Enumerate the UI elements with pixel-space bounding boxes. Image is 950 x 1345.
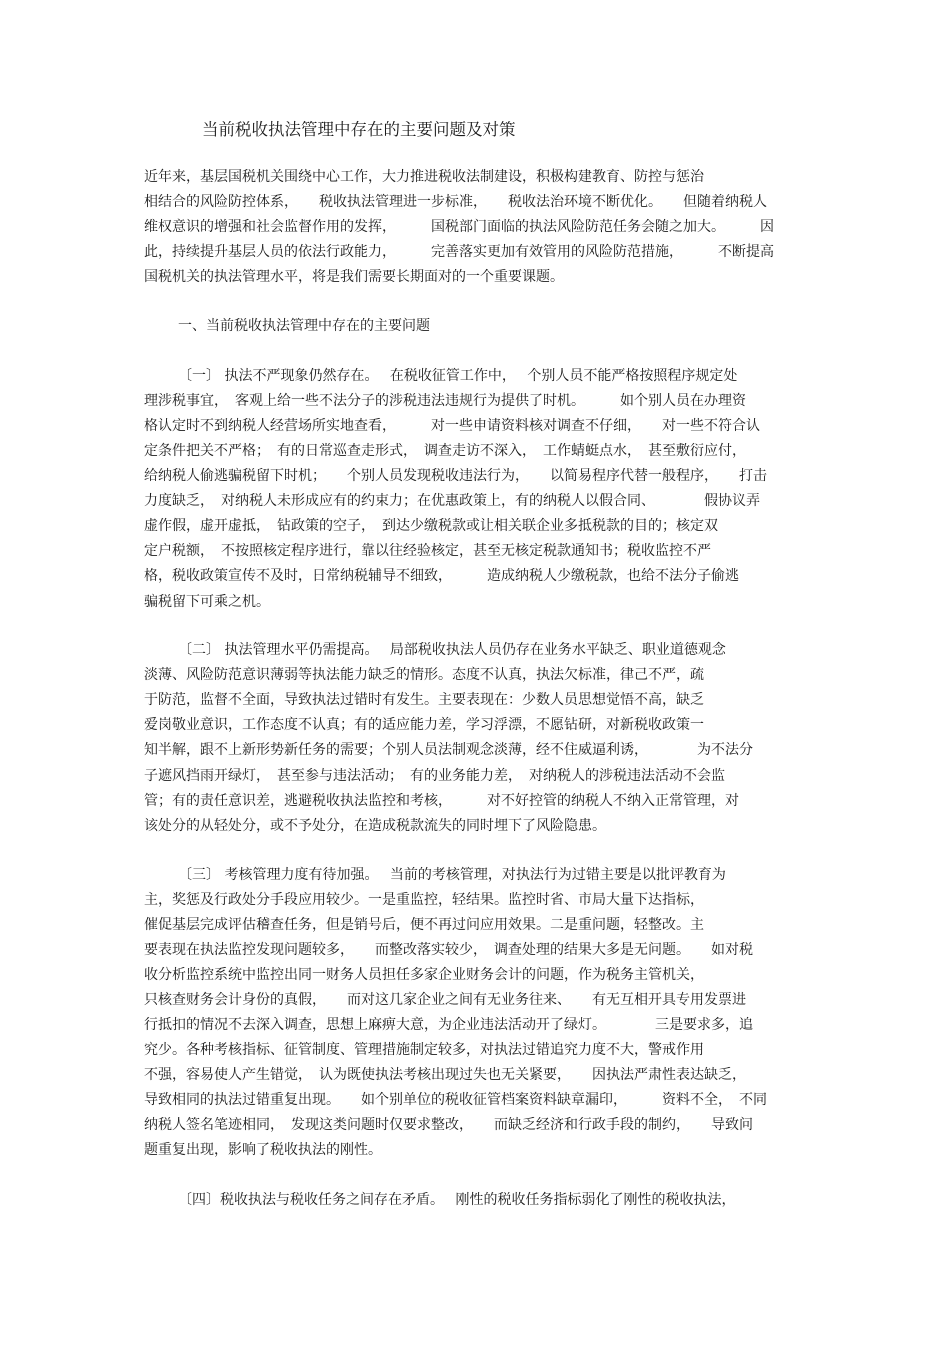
text-line: 催促基层完成评估稽查任务，但是销号后，便不再过问应用效果。二是重问题，轻整改。主: [144, 917, 704, 933]
text-line: 要表现在执法监控发现问题较多， 而整改落实较少， 调查处理的结果大多是无问题。 如对税: [144, 942, 753, 958]
text-line: 知半解，跟不上新形势新任务的需要；个别人员法制观念淡薄，经不住威逼利诱， 为不法分: [144, 742, 753, 758]
text-line: 〔四〕税收执法与税收任务之间存在矛盾。 刚性的税收任务指标弱化了刚性的税收执法，: [178, 1192, 736, 1208]
text-line: 收分析监控系统中监控出同一财务人员担任多家企业财务会计的问题，作为税务主管机关，: [144, 967, 704, 983]
text-line: 理涉税事宜， 客观上给一些不法分子的涉税违法违规行为提供了时机。 如个别人员在办理资: [144, 393, 746, 409]
text-line: 爱岗敬业意识，工作态度不认真；有的适应能力差，学习浮漂，不愿钻研，对新税收政策一: [144, 717, 704, 733]
text-line: 管；有的责任意识差，逃避税收执法监控和考核， 对不好控管的纳税人不纳入正常管理，对: [144, 793, 739, 809]
text-line: 力度缺乏， 对纳税人未形成应有的约束力；在优惠政策上，有的纳税人以假合同、 假协议弄: [144, 493, 760, 509]
text-line: 定户税额， 不按照核定程序进行，靠以往经验核定，甚至无核定税款通知书；税收监控不严: [144, 543, 711, 559]
text-line: 于防范，监督不全面，导致执法过错时有发生。主要表现在：少数人员思想觉悟不高，缺乏: [144, 692, 704, 708]
text-line: 〔二〕 执法管理水平仍需提高。 局部税收执法人员仍存在业务水平缺乏、职业道德观念: [178, 642, 726, 658]
text-line: 究少。各种考核指标、征管制度、管理措施制定较多，对执法过错追究力度不大，警戒作用: [144, 1042, 704, 1058]
text-line: 不强，容易使人产生错觉， 认为既使执法考核出现过失也无关紧要， 因执法严肃性表达缺乏，: [144, 1067, 746, 1083]
text-line: 格认定时不到纳税人经营场所实地查看， 对一些申请资料核对调查不仔细， 对一些不符合认: [144, 418, 760, 434]
text-line: 国税机关的执法管理水平，将是我们需要长期面对的一个重要课题。: [144, 269, 564, 285]
text-line: 只核查财务会计身份的真假， 而对这几家企业之间有无业务往来、 有无互相开具专用发票进: [144, 992, 746, 1008]
text-line: 〔三〕 考核管理力度有待加强。 当前的考核管理，对执法行为过错主要是以批评教育为: [178, 867, 726, 883]
text-line: 近年来，基层国税机关围绕中心工作，大力推进税收法制建设，积极构建教育、防控与惩治: [144, 169, 704, 185]
document-title: 当前税收执法管理中存在的主要问题及对策: [202, 120, 516, 139]
text-line: 纳税人签名笔迹相同， 发现这类问题时仅要求整改， 而缺乏经济和行政手段的制约， 导致问: [144, 1117, 753, 1133]
text-line: 〔一〕 执法不严现象仍然存在。 在税收征管工作中， 个别人员不能严格按照程序规定处: [178, 368, 738, 384]
text-line: 此，持续提升基层人员的依法行政能力， 完善落实更加有效管用的风险防范措施， 不断提高: [144, 244, 774, 260]
text-line: 导致相同的执法过错重复出现。 如个别单位的税收征管档案资料缺章漏印， 资料不全， 不同: [144, 1092, 767, 1108]
text-line: 行抵扣的情况不去深入调查，思想上麻痹大意，为企业违法活动开了绿灯。 三是要求多，追: [144, 1017, 753, 1033]
text-line: 维权意识的增强和社会监督作用的发挥， 国税部门面临的执法风险防范任务会随之加大。 因: [144, 219, 774, 235]
text-line: 定条件把关不严格； 有的日常巡查走形式， 调查走访不深入， 工作蜻蜓点水， 甚至敷衍应付，: [144, 443, 746, 459]
text-line: 该处分的从轻处分，或不予处分，在造成税款流失的同时埋下了风险隐患。: [144, 818, 606, 834]
text-line: 子遮风挡雨开绿灯， 甚至参与违法活动； 有的业务能力差， 对纳税人的涉税违法活动不会监: [144, 768, 725, 784]
text-line: 淡薄、风险防范意识薄弱等执法能力缺乏的情形。态度不认真，执法欠标准，律己不严，疏: [144, 667, 704, 683]
text-line: 格，税收政策宣传不及时，日常纳税辅导不细致， 造成纳税人少缴税款，也给不法分子偷逃: [144, 568, 739, 584]
text-line: 一、当前税收执法管理中存在的主要问题: [178, 318, 430, 334]
text-line: 虚作假，虚开虚抵， 钻政策的空子， 到达少缴税款或让相关联企业多抵税款的目的；核定双: [144, 518, 718, 534]
text-line: 骗税留下可乘之机。: [144, 594, 270, 610]
text-line: 相结合的风险防控体系， 税收执法管理进一步标准， 税收法治环境不断优化。 但随着纳税人: [144, 194, 767, 210]
text-line: 主，奖惩及行政处分手段应用较少。一是重监控，轻结果。监控时省、市局大量下达指标，: [144, 892, 704, 908]
text-line: 题重复出现，影响了税收执法的刚性。: [144, 1142, 382, 1158]
text-line: 给纳税人偷逃骗税留下时机； 个别人员发现税收违法行为， 以简易程序代替一般程序， 打击: [144, 468, 767, 484]
